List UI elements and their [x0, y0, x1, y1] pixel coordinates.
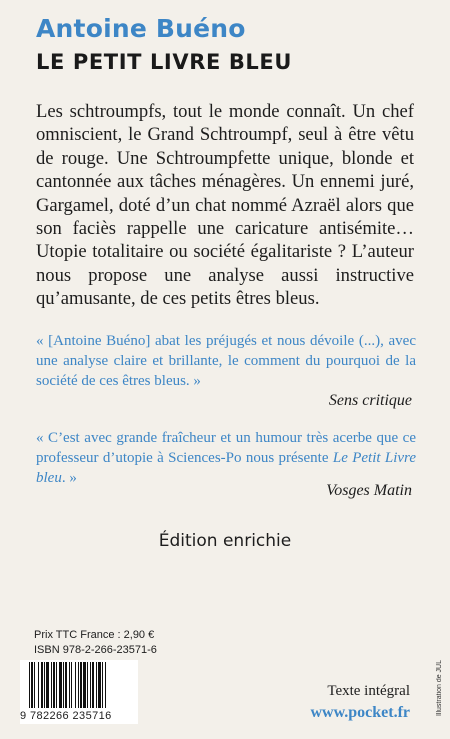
illustration-credit: Illustration de JUL [436, 660, 443, 717]
press-quote-2-book-title: Le Petit Livre bleu [36, 450, 416, 486]
press-quote-2 [36, 428, 416, 488]
barcode-digits: 9 782266 235716 [20, 710, 112, 722]
book-title: LE PETIT LIVRE BLEU [36, 50, 293, 74]
isbn-text: ISBN 978-2-266-23571-6 [34, 644, 157, 656]
barcode [20, 660, 138, 724]
press-quote-2-after: . » [61, 470, 77, 486]
synopsis-text: Les schtroumpfs, tout le monde connaît. Un chef omniscient, le Grand Schtroumpf, seul à être vêtu de rouge. Une Schtroumpfette unique, blonde et cantonnée aux tâches ménagères. Un ennemi juré, Gargamel, doté d’un chat nommé Azraël alors que son faciès rappelle une caricature antisémite… Utopie totalitaire ou société égalitariste ? L’auteur nous propose une analyse aussi instructive qu’amusante, de ces petits êtres bleus. [36, 101, 414, 310]
press-quote-2-before: « C’est avec grande fraîcheur et un humour très acerbe que ce professeur d’utopie à Sciences-Po nous présente [36, 430, 416, 466]
integral-text-label: Texte intégral [327, 683, 410, 699]
edition-label: Édition enrichie [158, 531, 292, 551]
barcode-bars-icon [29, 662, 129, 710]
press-source-1: Sens critique [328, 392, 412, 409]
author-name: Antoine Buéno [36, 14, 246, 43]
price-block [34, 628, 157, 658]
price-text: Prix TTC France : 2,90 € [34, 629, 155, 641]
publisher-url: www.pocket.fr [310, 704, 410, 721]
press-source-2: Vosges Matin [326, 482, 412, 499]
press-quote-1: « [Antoine Buéno] abat les préjugés et nous dévoile (...), avec une analyse claire et brillante, le comment du pourquoi de la société de ces êtres bleus. » [36, 333, 416, 389]
